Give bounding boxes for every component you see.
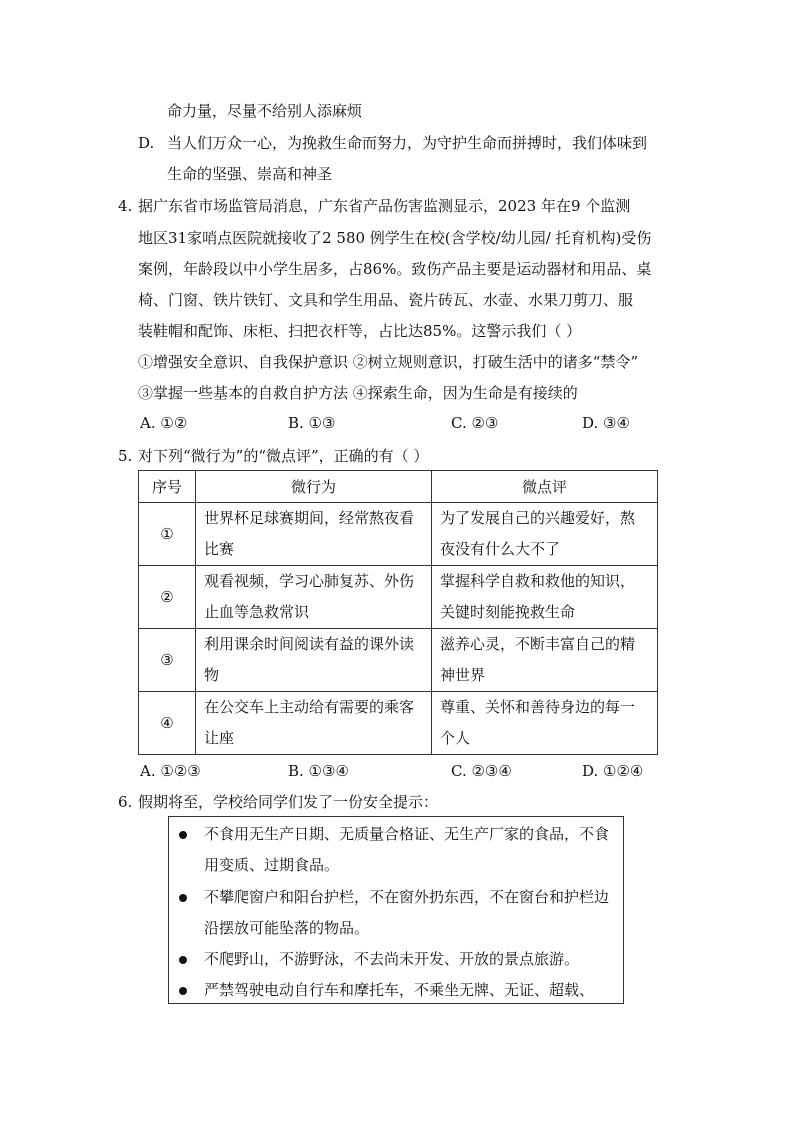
q5-option-c[interactable]: C. ②③④ — [451, 762, 512, 780]
q4-option-c[interactable]: C. ②③ — [451, 414, 499, 432]
q4-stem-line-3: 案例，年龄段以中小学生居多，占86%。致伤产品主要是运动器材和用品、桌 — [138, 260, 652, 278]
table-row — [139, 692, 658, 755]
table-header-row — [139, 471, 658, 503]
bullet-icon — [179, 894, 187, 902]
safety-tip-text: 不爬野山，不游野泳，不去尚未开发、开放的景点旅游。 — [204, 950, 580, 968]
q5-option-d[interactable]: D. ①②④ — [582, 762, 644, 780]
q4-option-d[interactable]: D. ③④ — [582, 414, 630, 432]
safety-tip-text: 不攀爬窗户和阳台护栏，不在窗外扔东西，不在窗台和护栏边沿摆放可能坠落的物品。 — [204, 888, 610, 937]
table-header-behavior: 微行为 — [196, 471, 432, 503]
table-header-seq: 序号 — [139, 471, 196, 503]
table-cell-comment: 掌握科学自救和救他的知识，关键时刻能挽救生命 — [432, 566, 658, 629]
table-cell-behavior: 在公交车上主动给有需要的乘客让座 — [196, 692, 432, 755]
table-cell-seq: ③ — [139, 629, 196, 692]
q4-options — [140, 413, 700, 433]
bullet-icon — [179, 987, 187, 995]
q4-option-b[interactable]: B. ①③ — [288, 414, 336, 432]
table-cell-comment: 滋养心灵，不断丰富自己的精神世界 — [432, 629, 658, 692]
q4-option-a[interactable]: A. ①② — [140, 414, 188, 432]
table-cell-seq: ④ — [139, 692, 196, 755]
bullet-icon — [179, 956, 187, 964]
q5-stem: 对下列“微行为”的“微点评”，正确的有（ ） — [138, 447, 429, 465]
q4-items-line-1: ①增强安全意识、自我保护意识 ②树立规则意识，打破生活中的诸多“禁令” — [138, 353, 639, 371]
q5-options — [140, 761, 700, 781]
table-cell-behavior: 观看视频，学习心肺复苏、外伤止血等急救常识 — [196, 566, 432, 629]
q4-items-line-2: ③掌握一些基本的自救自护方法 ④探索生命，因为生命是有接续的 — [138, 384, 578, 402]
q3-option-d-line-1: 当人们万众一心，为挽救生命而努力，为守护生命而拼搏时，我们体味到 — [167, 134, 648, 152]
q5-option-a[interactable]: A. ①②③ — [140, 762, 201, 780]
q3-option-d-label: D. — [138, 134, 155, 152]
safety-tip-text: 不食用无生产日期、无质量合格证、无生产厂家的食品，不食用变质、过期食品。 — [204, 825, 610, 874]
q3-continued-line: 命力量，尽量不给别人添麻烦 — [167, 102, 363, 120]
q5-number: 5. — [118, 447, 133, 465]
table-cell-behavior: 世界杯足球赛期间，经常熬夜看比赛 — [196, 503, 432, 566]
table-cell-comment: 为了发展自己的兴趣爱好，熬夜没有什么大不了 — [432, 503, 658, 566]
q6-number: 6. — [118, 793, 133, 811]
safety-tips-box — [168, 816, 624, 1004]
table-cell-comment: 尊重、关怀和善待身边的每一个人 — [432, 692, 658, 755]
q4-number: 4. — [118, 197, 133, 215]
table-cell-seq: ① — [139, 503, 196, 566]
table-cell-seq: ② — [139, 566, 196, 629]
safety-tip-text: 严禁驾驶电动自行车和摩托车，不乘坐无牌、无证、超载、 — [204, 981, 595, 999]
table-row — [139, 503, 658, 566]
bullet-icon — [179, 831, 187, 839]
q4-stem-line-4: 椅、门窗、铁片铁钉、文具和学生用品、瓷片砖瓦、水壶、水果刀剪刀、服 — [138, 291, 634, 309]
q4-stem-line-5: 装鞋帽和配饰、床柜、扫把衣杆等，占比达85%。这警示我们（ ） — [138, 322, 582, 340]
q6-stem: 假期将至，学校给同学们发了一份安全提示： — [138, 793, 439, 811]
table-cell-behavior: 利用课余时间阅读有益的课外读物 — [196, 629, 432, 692]
q4-stem-line-2: 地区31家哨点医院就接收了2 580 例学生在校(含学校/幼儿园/ 托育机构)受伤 — [138, 229, 652, 247]
table-row — [139, 566, 658, 629]
table-header-comment: 微点评 — [432, 471, 658, 503]
q4-stem-line-1: 据广东省市场监管局消息，广东省产品伤害监测显示，2023 年在9 个监测 — [138, 197, 631, 215]
table-row — [139, 629, 658, 692]
q5-table — [138, 470, 658, 755]
q3-option-d-line-2: 生命的坚强、崇高和神圣 — [167, 165, 333, 183]
q5-option-b[interactable]: B. ①③④ — [288, 762, 349, 780]
